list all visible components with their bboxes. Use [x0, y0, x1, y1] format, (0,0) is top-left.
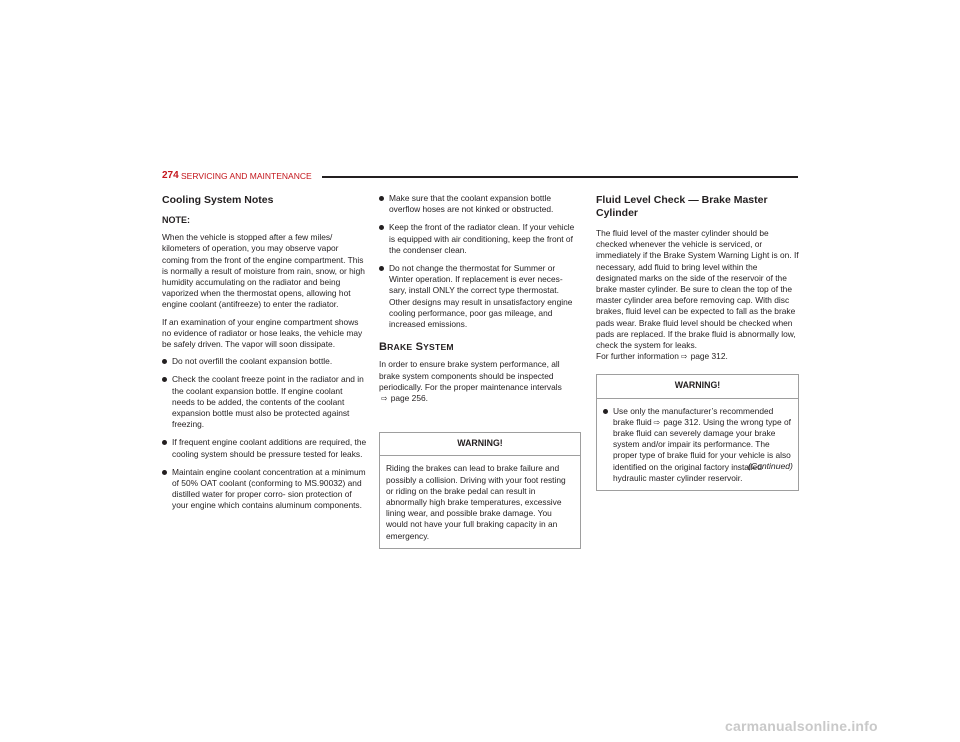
cooling-bullet-list-continued — [379, 193, 581, 330]
arrow-right-icon: ⇨ — [653, 417, 661, 427]
list-item: Use only the manufacturer’s recommended brake fluid ⇨ page 312. Using the wrong type of brake fluid can severely damage your brake system and/or impair its performance. The proper type of brake fluid for your vehicle is also identified on the original factory installed hydraulic master cylinder reservoir. — [603, 406, 792, 484]
column-1 — [162, 194, 367, 519]
section-heading-fluid-level: Fluid Level Check — Brake Master Cylinder — [596, 194, 768, 219]
section-heading-brake-system: BRAKE SYSTEM — [379, 341, 454, 354]
further-info: For further information ⇨ page 312. — [596, 351, 728, 362]
cooling-bullet-list — [162, 356, 367, 511]
note-text: When the vehicle is stopped after a few miles/ kilometers of operation, you may observe vapor coming from the front of the engine compartment. This is normally a result of moisture from rain, snow, or high humidity accumulating on the radiator and being vaporized when the thermostat opens, allowing hot engine coolant (antifreeze) to enter the radiator. — [162, 232, 365, 310]
list-item: If frequent engine coolant additions are required, the cooling system should be pressure tested for leaks. — [162, 437, 367, 459]
column-2 — [379, 193, 581, 549]
list-item: Maintain engine coolant concentration at a minimum of 50% OAT coolant (conforming to MS.90032) and distilled water for proper corro- sion protection of your engine which contains aluminum components. — [162, 467, 367, 512]
warning-text: Riding the brakes can lead to brake failure and possibly a collision. Driving with your foot resting or riding on the brake pedal can result in abnormally high brake temperatures, excessive lining wear, and possible brake damage. You would not have your full braking capacity in an emergency. — [386, 463, 566, 541]
arrow-right-icon: ⇨ — [381, 394, 388, 404]
brake-paragraph: In order to ensure brake system performance, all brake system components should be inspected periodically. For the proper maintenance intervals ⇨ page 256. — [379, 359, 562, 404]
warning-box — [596, 374, 799, 491]
page-header — [162, 170, 798, 184]
watermark: carmanualsonline.info — [725, 718, 878, 734]
arrow-right-icon: ⇨ — [680, 352, 688, 362]
column-3 — [596, 194, 799, 491]
warning-title: WARNING! — [380, 433, 580, 456]
continued-label: (Continued) — [748, 461, 793, 471]
warning-bullet-list — [603, 406, 792, 484]
page-reference-link[interactable]: page 256. — [390, 393, 428, 404]
warning-title: WARNING! — [597, 375, 798, 398]
list-item: Do not overfill the coolant expansion bottle. — [162, 356, 367, 367]
section-heading-cooling: Cooling System Notes — [162, 194, 274, 206]
page-reference-link[interactable]: page 312. — [663, 416, 701, 427]
header-rule — [322, 176, 798, 178]
warning-box — [379, 432, 581, 549]
list-item: Make sure that the coolant expansion bottle overflow hoses are not kinked or obstructed. — [379, 193, 581, 215]
section-title: SERVICING AND MAINTENANCE — [181, 171, 312, 181]
list-item: Check the coolant freeze point in the radiator and in the coolant expansion bottle. If engine coolant needs to be added, the contents of the coolant expansion bottle must also be protected against freezing. — [162, 374, 367, 430]
page-reference-link[interactable]: page 312. — [690, 351, 728, 362]
fluid-paragraph: The fluid level of the master cylinder should be checked whenever the vehicle is serviced, or immediately if the Brake System Warning Light is on. If necessary, add fluid to bring level within the designated marks on the side of the reservoir of the brake master cylinder. Be sure to clean the top of the master cylinder area before removing cap. With disc brakes, fluid level can be expected to fall as the brake pads wear. Brake fluid level should be checked when pads are replaced. If the brake fluid is abnormally low, check the system for leaks. — [596, 228, 799, 351]
note-label: NOTE: — [162, 215, 190, 225]
cooling-paragraph: If an examination of your engine compartment shows no evidence of radiator or hose leaks, the vehicle may be safely driven. The vapor will soon dissipate. — [162, 316, 363, 350]
list-item: Keep the front of the radiator clean. If your vehicle is equipped with air conditioning, keep the front of the condenser clean. — [379, 222, 581, 256]
list-item: Do not change the thermostat for Summer or Winter operation. If replacement is ever neces- sary, install ONLY the correct type thermostat. Other designs may result in unsatisfactory engine cooling performance, poor gas mileage, and increased emissions. — [379, 263, 581, 330]
page-number: 274 — [162, 170, 179, 181]
